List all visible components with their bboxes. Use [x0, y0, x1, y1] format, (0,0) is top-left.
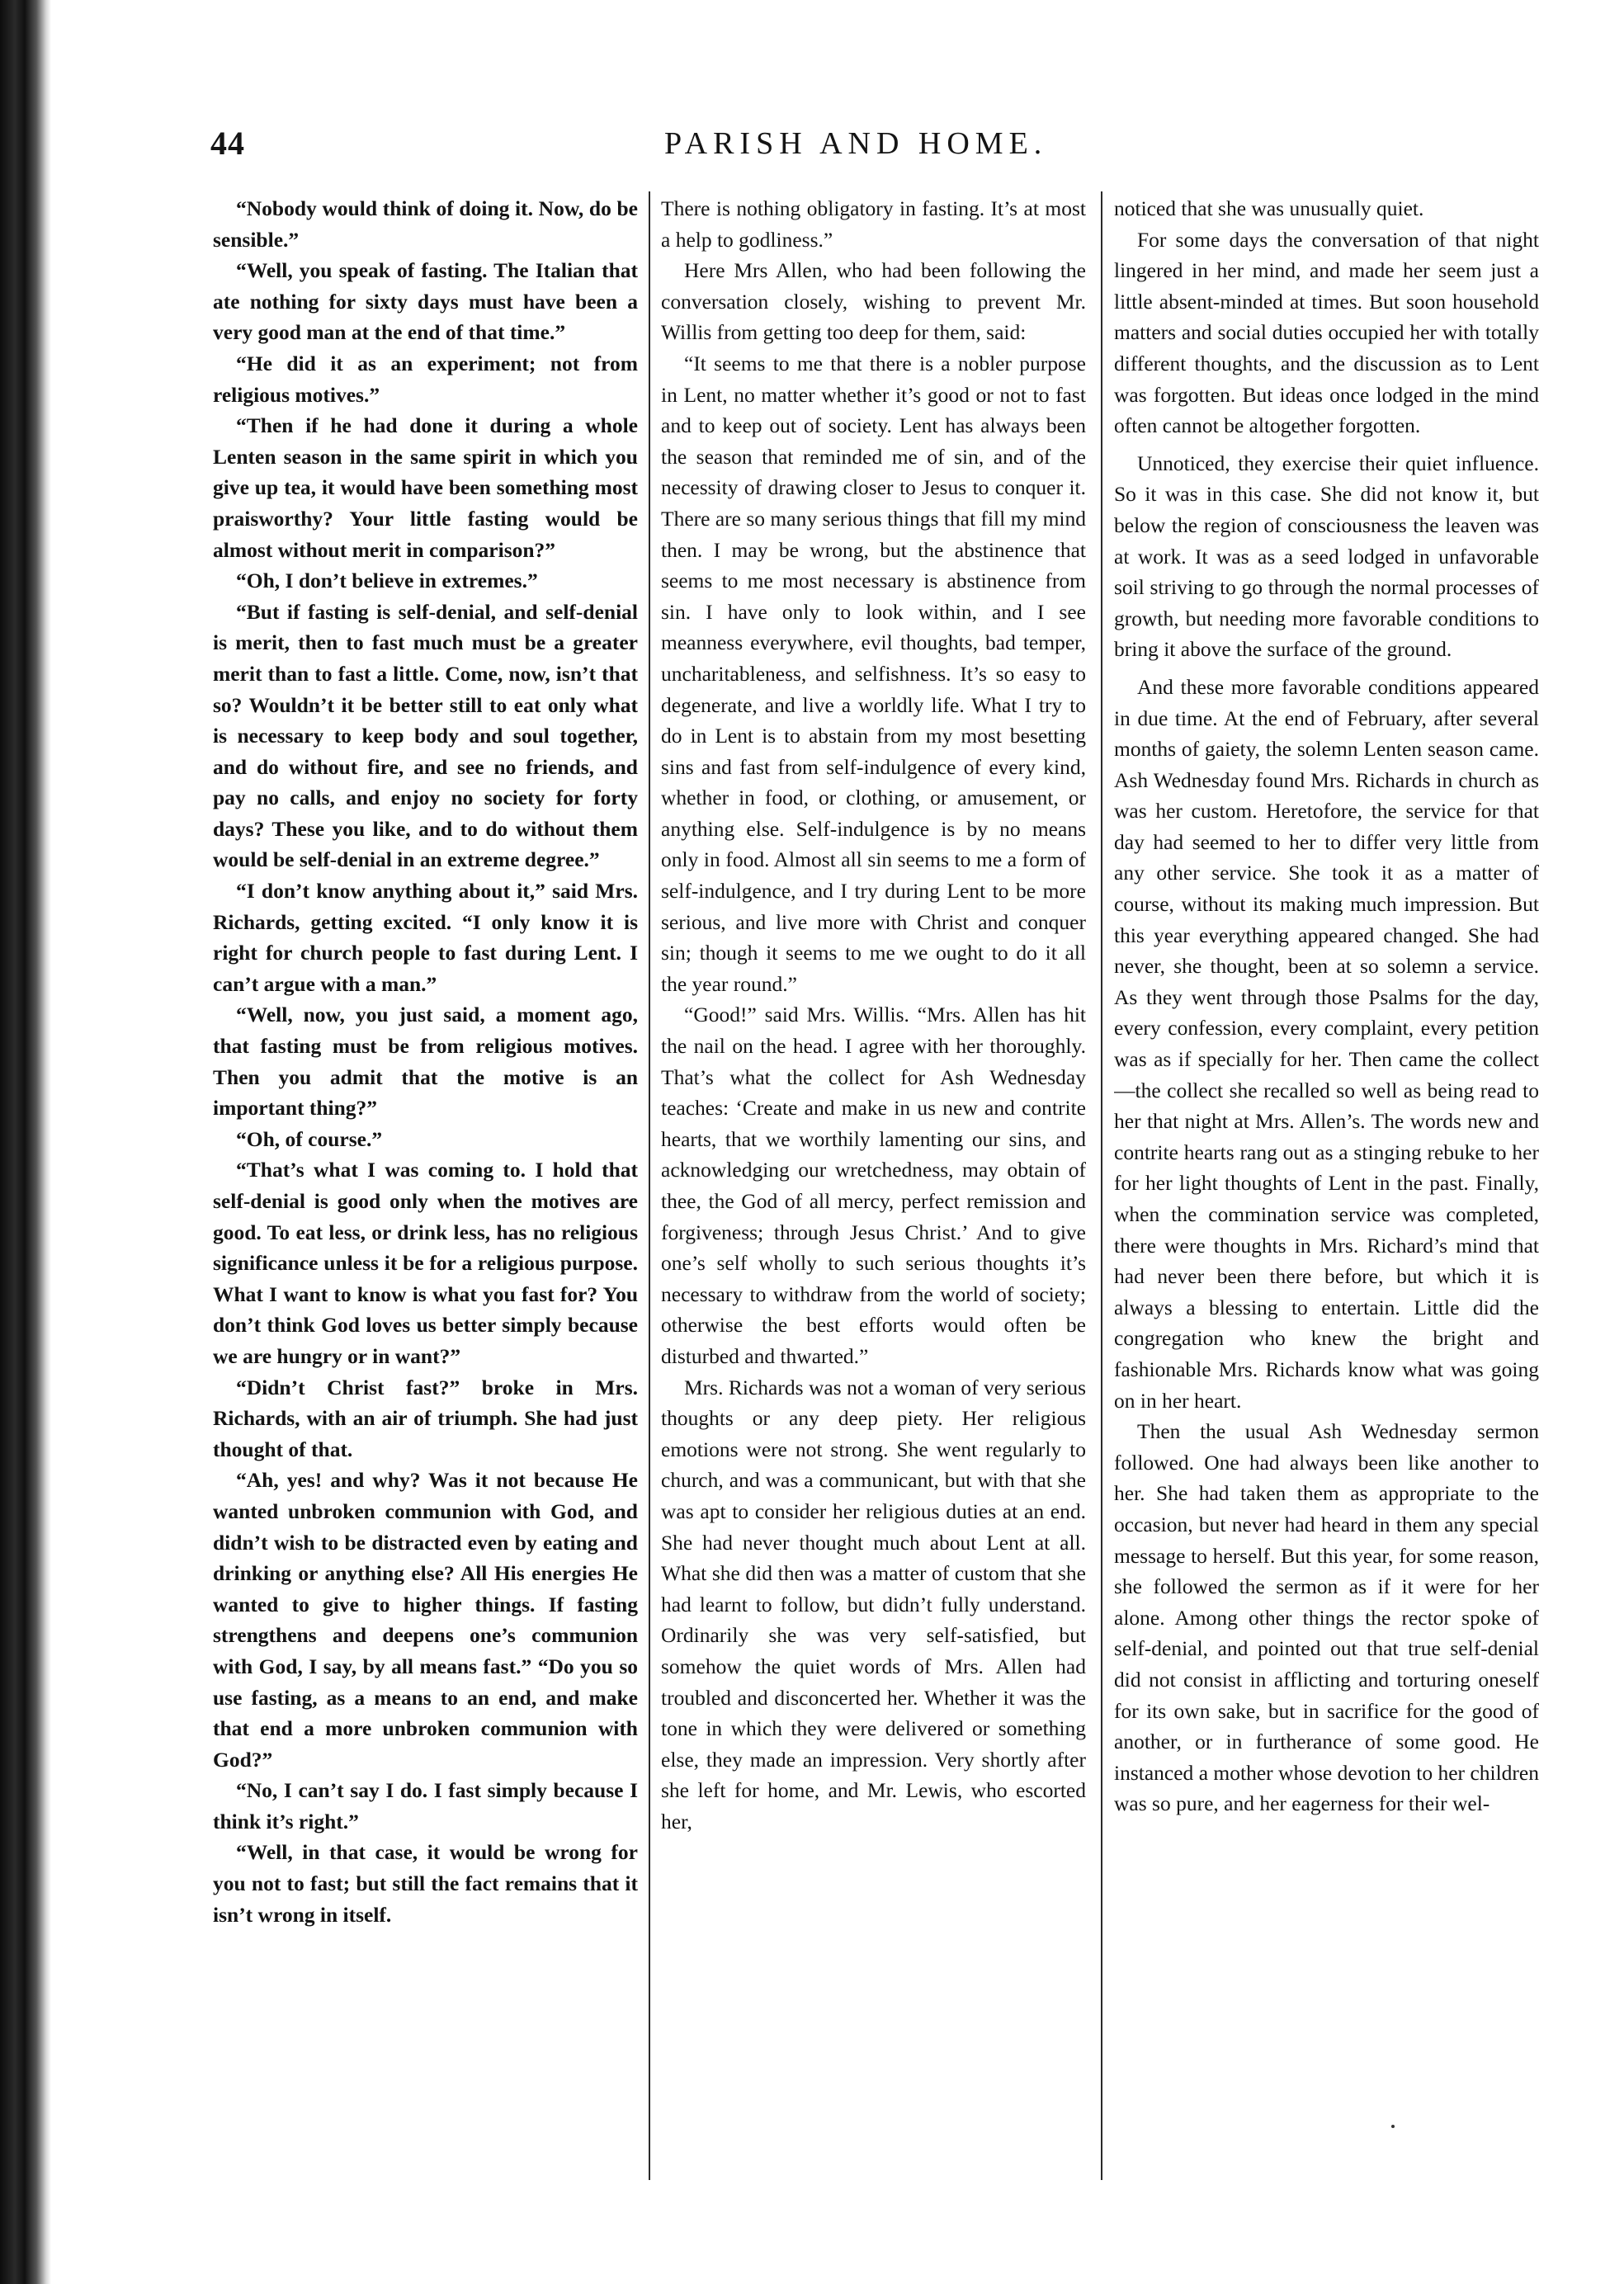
paragraph: “Well, you speak of fasting. The Italian that ate nothing for sixty days must have been a very good man at the end of that time.” [213, 258, 638, 345]
paragraph: “That’s what I was coming to. I hold that self-denial is good only when the motives are good. To eat less, or drink less, has no religious significance unless it be for a religious purpose. What I want to know is what you fast for? You don’t think God loves us better simply because we are hungry or in want?” [213, 1158, 638, 1368]
column-rule-left [649, 191, 650, 2180]
text-column-1 [213, 193, 638, 2157]
paragraph: For some days the conversation of that night lingered in her mind, and made her seem just a little absent-minded at times. But soon household matters and social duties occupied her with totally different thoughts, and the discussion as to Lent was forgotten. But ideas once lodged in the mind often cannot be altogether forgotten. [1114, 227, 1539, 438]
paragraph: And these more favorable conditions appeared in due time. At the end of February, after several months of gaiety, the solemn Lenten season came. Ash Wednesday found Mrs. Richards in church as was her custom. Heretofore, the service for that day had seemed to her to differ very little from any other service. She took it as a matter of course, without its making much impression. But this year everything appeared changed. She had never, she thought, been at so solemn a service. As they went through those Psalms for the day, every confession, every complaint, every petition was as if specially for her. Then came the collect—the collect she recalled so well as being read to her that night at Mrs. Allen’s. The words new and contrite hearts rang out as a stinging rebuke to her for her light thoughts of Lent in the past. Finally, when the commination service was completed, there were thoughts in Mrs. Richard’s mind that had never been there before, but which it is always a blessing to entertain. Little did the congregation who knew the bright and fashionable Mrs. Richards know what was going on in her heart. [1114, 674, 1539, 1413]
paragraph: Unnoticed, they exercise their quiet influence. So it was in this case. She did not know it, but below the region of consciousness the leaven was at work. It was as a seed lodged in unfavorable soil striving to go through the normal processes of growth, but needing more favorable conditions to bring it above the surface of the ground. [1114, 451, 1539, 662]
page-binding-edge [0, 0, 51, 2284]
running-title: PARISH AND HOME. [664, 126, 1048, 161]
paragraph: There is nothing obligatory in fasting. It’s at most a help to godliness.” [661, 196, 1086, 252]
page-number: 44 [210, 125, 245, 162]
paragraph: “Ah, yes! and why? Was it not because He wanted unbroken communion with God, and didn’t wish to be distracted even by eating and drinking or anything else? All His energies He wanted to give to higher things. If fasting strengthens and deepens one’s communion with God, I say, by all means fast.” “Do you so use fasting, as a means to an end, and make that end a more unbroken communion with God?” [213, 1468, 638, 1772]
paragraph: “Well, in that case, it would be wrong for you not to fast; but still the fact remains that it isn’t wrong in itself. [213, 1840, 638, 1927]
paragraph: “He did it as an experiment; not from religious motives.” [213, 351, 638, 407]
paragraph: “Nobody would think of doing it. Now, do be sensible.” [213, 196, 638, 252]
paragraph: “Didn’t Christ fast?” broke in Mrs. Richards, with an air of triumph. She had just thought of that. [213, 1375, 638, 1461]
paragraph: “Then if he had done it during a whole Lenten season in the same spirit in which you give up tea, it would have been something most praisworthy? Your little fasting would be almost without merit in comparison?” [213, 413, 638, 562]
paragraph: Then the usual Ash Wednesday sermon followed. One had always been like another to her. She had taken them as appropriate to the occasion, but never had heard in them any special message to herself. But this year, for some reason, she followed the sermon as if it were for her alone. Among other things the rector spoke of self-denial, and pointed out that true self-denial did not consist in afflicting and torturing oneself for its own sake, but in sacrifice for the good of another, or in furtherance of some good. He instanced a mother whose devotion to her children was so pure, and her eagerness for their wel- [1114, 1419, 1539, 1816]
paragraph: noticed that she was unusually quiet. [1114, 196, 1424, 220]
paragraph: “Oh, I don’t believe in extremes.” [236, 569, 538, 593]
text-column-2 [661, 193, 1086, 2157]
paragraph: “I don’t know anything about it,” said Mrs. Richards, getting excited. “I only know it is right for church people to fast during Lent. I can’t argue with a man.” [213, 879, 638, 996]
paragraph: “Oh, of course.” [236, 1126, 383, 1151]
column-rule-right [1101, 191, 1102, 2180]
paragraph: Here Mrs Allen, who had been following the conversation closely, wishing to prevent Mr. Willis from getting too deep for them, said: [661, 258, 1086, 345]
paragraph: “It seems to me that there is a nobler purpose in Lent, no matter whether it’s good or not to fast and to keep out of society. Lent has always been the season that reminded me of sin, and of the necessity of drawing closer to Jesus to conquer it. There are so many serious things that fill my mind then. I may be wrong, but the abstinence that seems to me most necessary is abstinence from sin. I have only to look within, and I see meanness everywhere, evil thoughts, bad temper, uncharitableness, and selfishness. It’s so easy to degenerate, and live a worldly life. What I try to do in Lent is to abstain from my most besetting sins and fast from self-indulgence of every kind, whether in food, or clothing, or amusement, or anything else. Self-indulgence is by no means only in food. Almost all sin seems to me a form of self-indulgence, and I try during Lent to be more serious, and live more with Christ and conquer sin; though it seems to me we ought to do it all the year round.” [661, 351, 1086, 996]
text-column-3 [1114, 193, 1539, 2157]
paragraph: “No, I can’t say I do. I fast simply because I think it’s right.” [213, 1778, 638, 1833]
paragraph: Mrs. Richards was not a woman of very serious thoughts or any deep piety. Her religious emotions were not strong. She went regularly to church, and was a communicant, but with that she was apt to consider her religious duties at an end. She had never thought much about Lent at all. What she did then was a matter of custom that she had learnt to follow, but didn’t fully understand. Ordinarily she was very self-satisfied, but somehow the quiet words of Mrs. Allen had troubled and disconcerted her. Whether it was the tone in which they were delivered or something else, they made an impression. Very shortly after she left for home, and Mr. Lewis, who escorted her, [661, 1375, 1086, 1833]
paragraph: “Well, now, you just said, a moment ago, that fasting must be from religious motives. Then you admit that the motive is an important thing?” [213, 1003, 638, 1121]
page-header [210, 124, 1407, 173]
paragraph: “But if fasting is self-denial, and self-denial is merit, then to fast much must be a greater merit than to fast a little. Come, now, isn’t that so? Wouldn’t it be better still to eat only what is necessary to keep body and soul together, and do without fire, and see no friends, and pay no calls, and enjoy no society for forty days? These you like, and to do without them would be self-denial in an extreme degree.” [213, 599, 638, 872]
print-speck [1391, 2125, 1395, 2128]
paragraph: “Good!” said Mrs. Willis. “Mrs. Allen has hit the nail on the head. I agree with her thoroughly. That’s what the collect for Ash Wednesday teaches: ‘Create and make in us new and contrite hearts, that we worthily lamenting our sins, and acknowledging our wretchedness, may obtain of thee, the God of all mercy, perfect remission and forgiveness; through Jesus Christ.’ And to give one’s self wholly to such serious thoughts it’s necessary to withdraw from the world of society; otherwise the best efforts would often be disturbed and thwarted.” [661, 1003, 1086, 1368]
